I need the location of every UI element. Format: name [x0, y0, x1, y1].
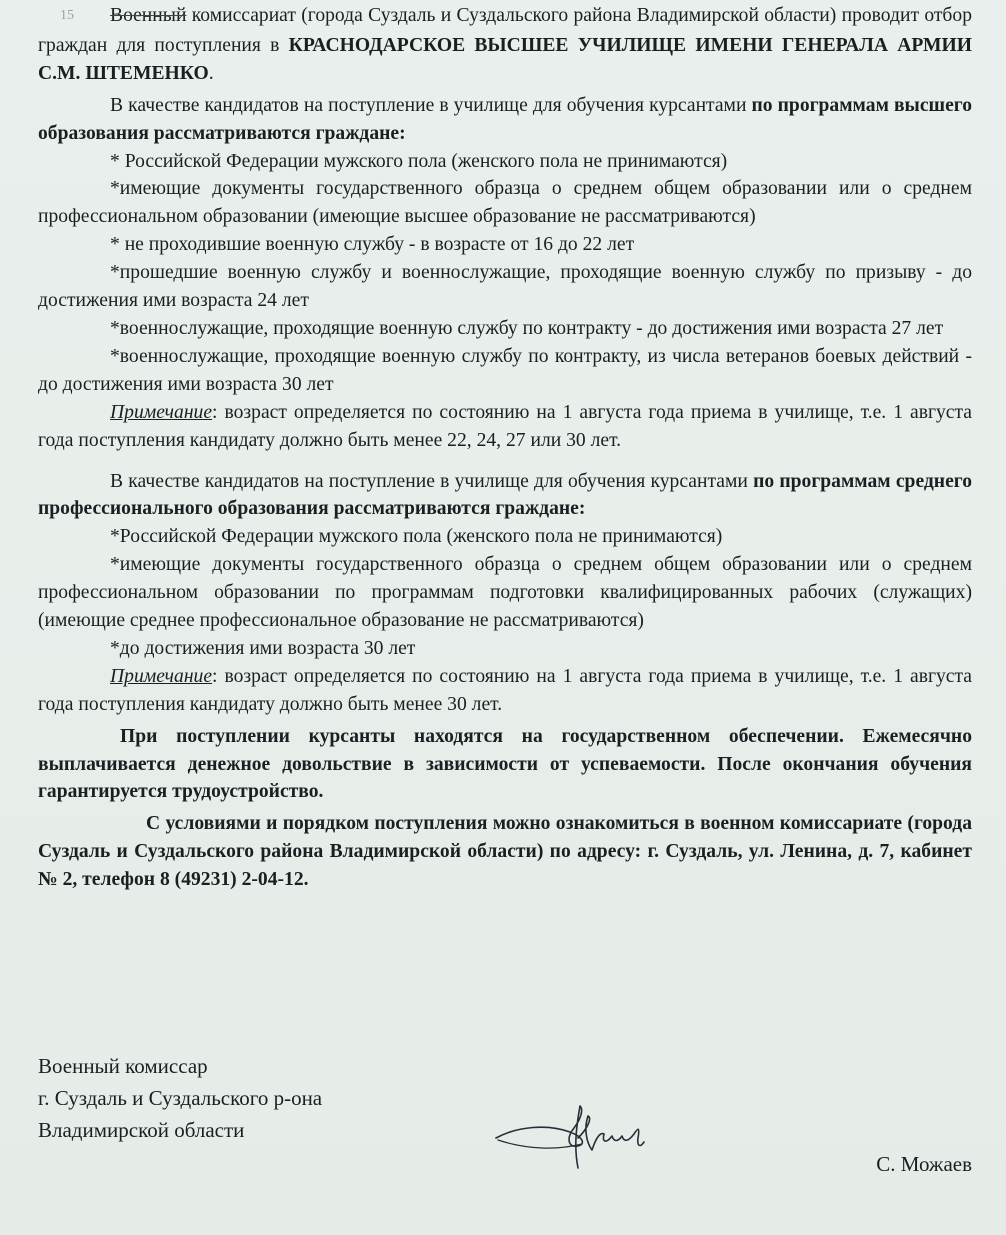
higher-education-intro	[38, 92, 972, 148]
higher-note	[38, 399, 972, 455]
secondary-note	[38, 663, 972, 719]
secondary-item: *Российской Федерации мужского пола (женского пола не принимаются)	[110, 526, 723, 548]
signer-name: С. Можаев	[876, 1152, 972, 1176]
secondary-item: *до достижения ими возраста 30 лет	[110, 637, 416, 659]
secondary-intro-bold: по программам среднего профессионального образования рассматриваются граждане:	[38, 470, 972, 520]
note-label: Примечание	[110, 401, 213, 423]
benefits-paragraph: При поступлении курсанты находятся на государственном обеспечении. Ежемесячно выплачивается денежное довольствие в зависимости от успеваемости. После окончания обучения гарантируется трудоустройство.	[38, 725, 972, 803]
higher-item: *прошедшие военную службу и военнослужащие, проходящие военную службу по призыву - до достижения ими возраста 24 лет	[38, 262, 972, 312]
secondary-item: *имеющие документы государственного образца о среднем общем образовании или о среднем профессиональном образовании по программам подготовки квалифицированных рабочих (служащих) (имеющие среднее профессиональное образование не рассматриваются)	[38, 554, 972, 632]
secondary-education-intro	[38, 468, 972, 524]
note-label: Примечание	[110, 665, 213, 687]
contact-paragraph: С условиями и порядком поступления можно ознакомиться в военном комиссариате (города Суздаль и Суздальского района Владимирской области) по адресу: г. Суздаль, ул. Ленина, д. 7, кабинет № 2, телефон 8 (49231) 2-04-12.	[38, 813, 972, 891]
higher-intro-bold: по программам высшего образования рассматриваются граждане:	[38, 94, 972, 144]
higher-item: *военнослужащие, проходящие военную службу по контракту, из числа ветеранов боевых действий - до достижения ими возраста 30 лет	[38, 345, 972, 395]
document-body	[38, 2, 972, 894]
intro-end: .	[208, 62, 214, 84]
struck-word: Военный	[110, 5, 187, 26]
higher-item: * не проходившие военную службу - в возрасте от 16 до 22 лет	[110, 234, 635, 256]
signer-title-line1: Военный комиссар	[38, 1054, 208, 1078]
higher-intro-text: В качестве кандидатов на поступление в училище для обучения курсантами	[110, 94, 752, 116]
secondary-intro-text: В качестве кандидатов на поступление в училище для обучения курсантами	[110, 470, 754, 492]
intro-paragraph: 15 Военный комиссариат (города Суздаль и Суздальского района Владимирской области) проводит отбор граждан для поступления в КРАСНОДАРСКОЕ ВЫСШЕЕ УЧИЛИЩЕ ИМЕНИ ГЕНЕРАЛА АРМИИ С.М. ШТЕМЕНКО.	[38, 5, 972, 84]
higher-note-text: : возраст определяется по состоянию на 1 августа года приема в училище, т.е. 1 августа года поступления кандидату должно быть менее 22, 24, 27 или 30 лет.	[38, 401, 972, 451]
signer-title-line3: Владимирской области	[38, 1118, 245, 1142]
higher-item: *военнослужащие, проходящие военную службу по контракту - до достижения ими возраста 27 лет	[110, 317, 944, 339]
handwritten-signature-icon	[488, 1098, 658, 1178]
intro-text: комиссариат (города Суздаль и Суздальского района Владимирской области) проводит отбор граждан для поступления в	[38, 5, 972, 56]
signature-block	[38, 1050, 322, 1146]
higher-item: *имеющие документы государственного образца о среднем общем образовании или о среднем профессиональном образовании (имеющие высшее образование не рассматриваются)	[38, 178, 972, 228]
secondary-note-text: : возраст определяется по состоянию на 1 августа года приема в училище, т.е. 1 августа года поступления кандидату должно быть менее 30 лет.	[38, 665, 972, 715]
higher-item: * Российской Федерации мужского пола (женского пола не принимаются)	[110, 150, 728, 172]
school-name: КРАСНОДАРСКОЕ ВЫСШЕЕ УЧИЛИЩЕ ИМЕНИ ГЕНЕРАЛА АРМИИ С.М. ШТЕМЕНКО	[38, 34, 972, 84]
signer-title-line2: г. Суздаль и Суздальского р-она	[38, 1086, 323, 1110]
